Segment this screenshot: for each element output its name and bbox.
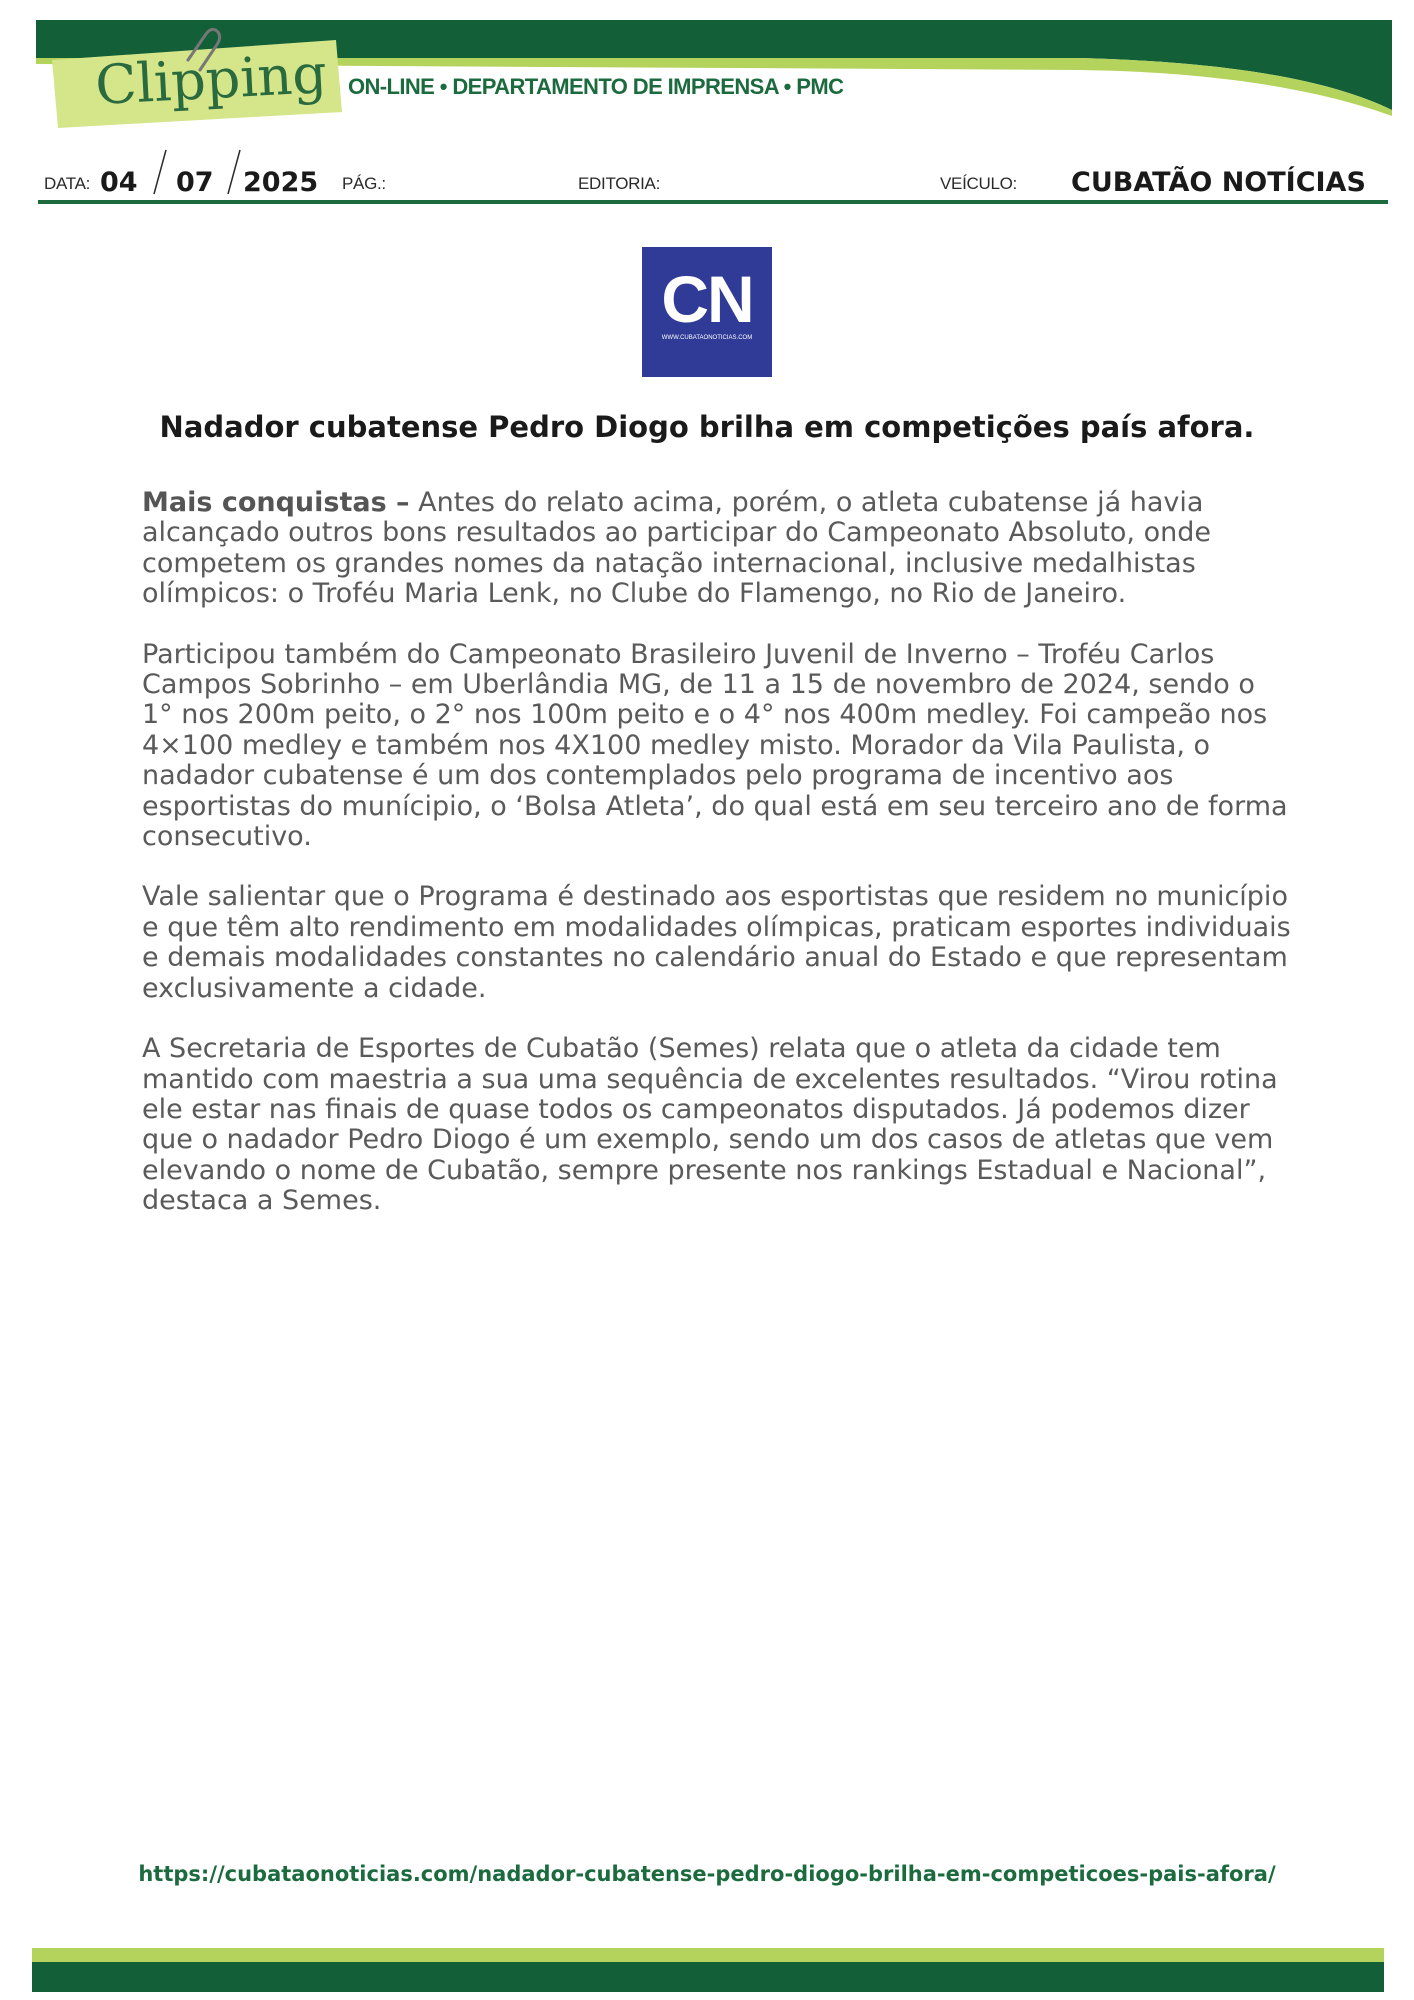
article-paragraph: Vale salientar que o Programa é destinado aos esportistas que residem no município e que têm alto rendimento em modalidades olímpicas, praticam esportes individuais e demais modalidades constantes no calendário anual do Estado e que representam exclusivamente a cidade. [142, 881, 1291, 1004]
date-day: 04 [100, 167, 138, 198]
clipping-logo-text: Clipping [93, 41, 329, 118]
date-label: DATA: [44, 174, 91, 193]
article-title: Nadador cubatense Pedro Diogo brilha em competições país afora. [159, 410, 1255, 444]
article-paragraph [142, 488, 1292, 610]
editoria-label: EDITORIA: [578, 174, 661, 193]
vehicle-label: VEÍCULO: [940, 174, 1017, 193]
footer-stripe-dark [32, 1962, 1384, 1992]
date-year: 2025 [243, 167, 319, 198]
logo-url: WWW.CUBATAONOTICIAS.COM [661, 335, 753, 341]
logo-text: CN [661, 262, 753, 336]
article-body [142, 488, 1292, 1247]
page-label: PÁG.: [342, 174, 386, 193]
paragraph-text: Antes do relato acima, porém, o atleta cubatense já havia alcançado outros bons resultados ao participar do Campeonato Absoluto, onde competem os grandes nomes da natação internacional, inclusive medalhistas olímpicos: o Troféu Maria Lenk, no Clube do Flamengo, no Rio de Janeiro. [142, 487, 1211, 610]
paragraph-lead-label: Mais conquistas – [142, 487, 410, 518]
cubatao-noticias-logo [642, 247, 772, 377]
header-subtitle: ON-LINE • DEPARTAMENTO DE IMPRENSA • PMC [348, 74, 844, 99]
article-paragraph: A Secretaria de Esportes de Cubatão (Semes) relata que o atleta da cidade tem mantido com maestria a sua uma sequência de excelentes resultados. “Virou rotina ele estar nas finais de quase todos os campeonatos disputados. Já podemos dizer que o nadador Pedro Diogo é um exemplo, sendo um dos casos de atletas que vem elevando o nome de Cubatão, sempre presente nos rankings Estadual e Nacional”, destaca a Semes. [142, 1033, 1278, 1217]
footer-stripe-light [32, 1948, 1384, 1962]
meta-divider [38, 200, 1388, 204]
date-slash-icon [224, 148, 244, 196]
date-month: 07 [176, 167, 214, 198]
source-url-link[interactable]: https://cubataonoticias.com/nadador-cubatense-pedro-diogo-brilha-em-competicoes-pais-afora/ [138, 1862, 1276, 1886]
date-slash-icon [150, 148, 170, 196]
vehicle-name: CUBATÃO NOTÍCIAS [1071, 167, 1366, 198]
article-paragraph: Participou também do Campeonato Brasileiro Juvenil de Inverno – Troféu Carlos Campos Sobrinho – em Uberlândia MG, de 11 a 15 de novembro de 2024, sendo o 1° nos 200m peito, o 2° nos 100m peito e o 4° nos 400m medley. Foi campeão nos 4×100 medley e também nos 4X100 medley misto. Morador da Vila Paulista, o nadador cubatense é um dos contemplados pelo programa de incentivo aos esportistas do munícipio, o ‘Bolsa Atleta’, do qual está em seu terceiro ano de forma consecutivo. [142, 638, 1288, 853]
